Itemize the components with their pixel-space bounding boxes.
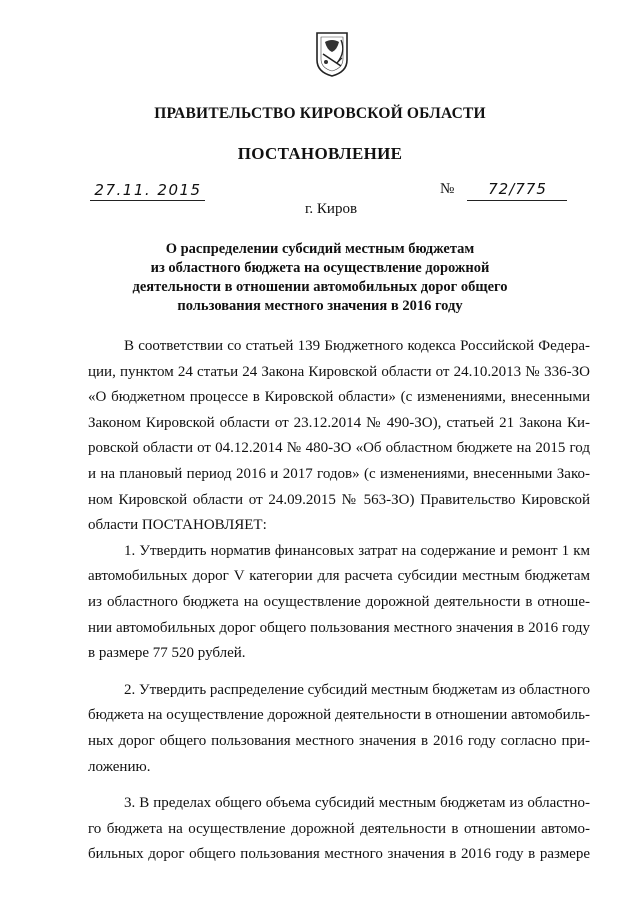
body-line: го бюджета на осуществление дорожной деятельности в отношении автомо-: [88, 820, 590, 837]
document-number: 72/775: [488, 180, 547, 198]
body-line: «О бюджетном процессе в Кировской области» (с изменениями, внесенными: [88, 389, 590, 406]
body-line: области ПОСТАНОВЛЯЕТ:: [88, 517, 267, 534]
body-line: из областного бюджета на осуществление дорожной деятельности в отноше-: [88, 593, 590, 610]
paragraph-item-1: [88, 539, 590, 667]
body-line: нии автомобильных дорог общего пользования местного значения в 2016 году: [88, 619, 590, 636]
number-sign: №: [440, 181, 455, 197]
body-line: ложению.: [88, 758, 151, 775]
subject-line: деятельности в отношении автомобильных дорог общего: [132, 279, 508, 295]
paragraph-preamble: [88, 334, 590, 539]
body-line: бюджета на осуществление дорожной деятельности в отношении автомобиль-: [88, 707, 590, 724]
body-line: ном Кировской области от 24.09.2015 № 563-ЗО) Правительство Кировской: [88, 491, 590, 508]
document-type-title: ПОСТАНОВЛЕНИЕ: [237, 144, 403, 163]
body-line: и на плановый период 2016 и 2017 годов» (с изменениями, внесенными Зако-: [88, 465, 590, 482]
body-line: ровской области от 04.12.2014 № 480-ЗО «Об областном бюджете на 2015 год: [88, 440, 590, 457]
body-line: ных дорог общего пользования местного значения в 2016 году согласно при-: [88, 732, 590, 749]
body-line: 1. Утвердить норматив финансовых затрат на содержание и ремонт 1 км: [124, 542, 590, 559]
document-subject: [0, 240, 640, 316]
body-line: в размере 77 520 рублей.: [88, 645, 246, 662]
city-label: г. Киров: [304, 201, 358, 217]
body-line: автомобильных дорог V категории для расчета субсидии местным бюджетам: [88, 568, 590, 585]
kirov-coat-of-arms-icon: [313, 30, 351, 78]
subject-line: из областного бюджета на осуществление дорожной: [150, 260, 490, 276]
body-line: Законом Кировской области от 23.12.2014 № 490-ЗО), статьей 21 Закона Ки-: [88, 414, 590, 431]
document-date: 27.11. 2015: [94, 181, 202, 199]
body-line: 3. В пределах общего объема субсидий местным бюджетам из областно-: [124, 795, 590, 812]
body-line: бильных дорог общего пользования местного значения в 2016 году в размере: [88, 846, 590, 863]
body-line: ции, пунктом 24 статьи 24 Закона Кировской области от 24.10.2013 № 336-ЗО: [88, 363, 590, 380]
document-body: [88, 334, 590, 868]
subject-line: пользования местного значения в 2016 году: [177, 298, 463, 314]
paragraph-item-3: [88, 791, 590, 868]
paragraph-item-2: [88, 678, 590, 780]
body-line: 2. Утвердить распределение субсидий местным бюджетам из областного: [124, 681, 591, 698]
organization-title: ПРАВИТЕЛЬСТВО КИРОВСКОЙ ОБЛАСТИ: [154, 105, 486, 122]
subject-line: О распределении субсидий местным бюджетам: [165, 241, 475, 257]
body-line: В соответствии со статьей 139 Бюджетного кодекса Российской Федера-: [124, 338, 590, 354]
